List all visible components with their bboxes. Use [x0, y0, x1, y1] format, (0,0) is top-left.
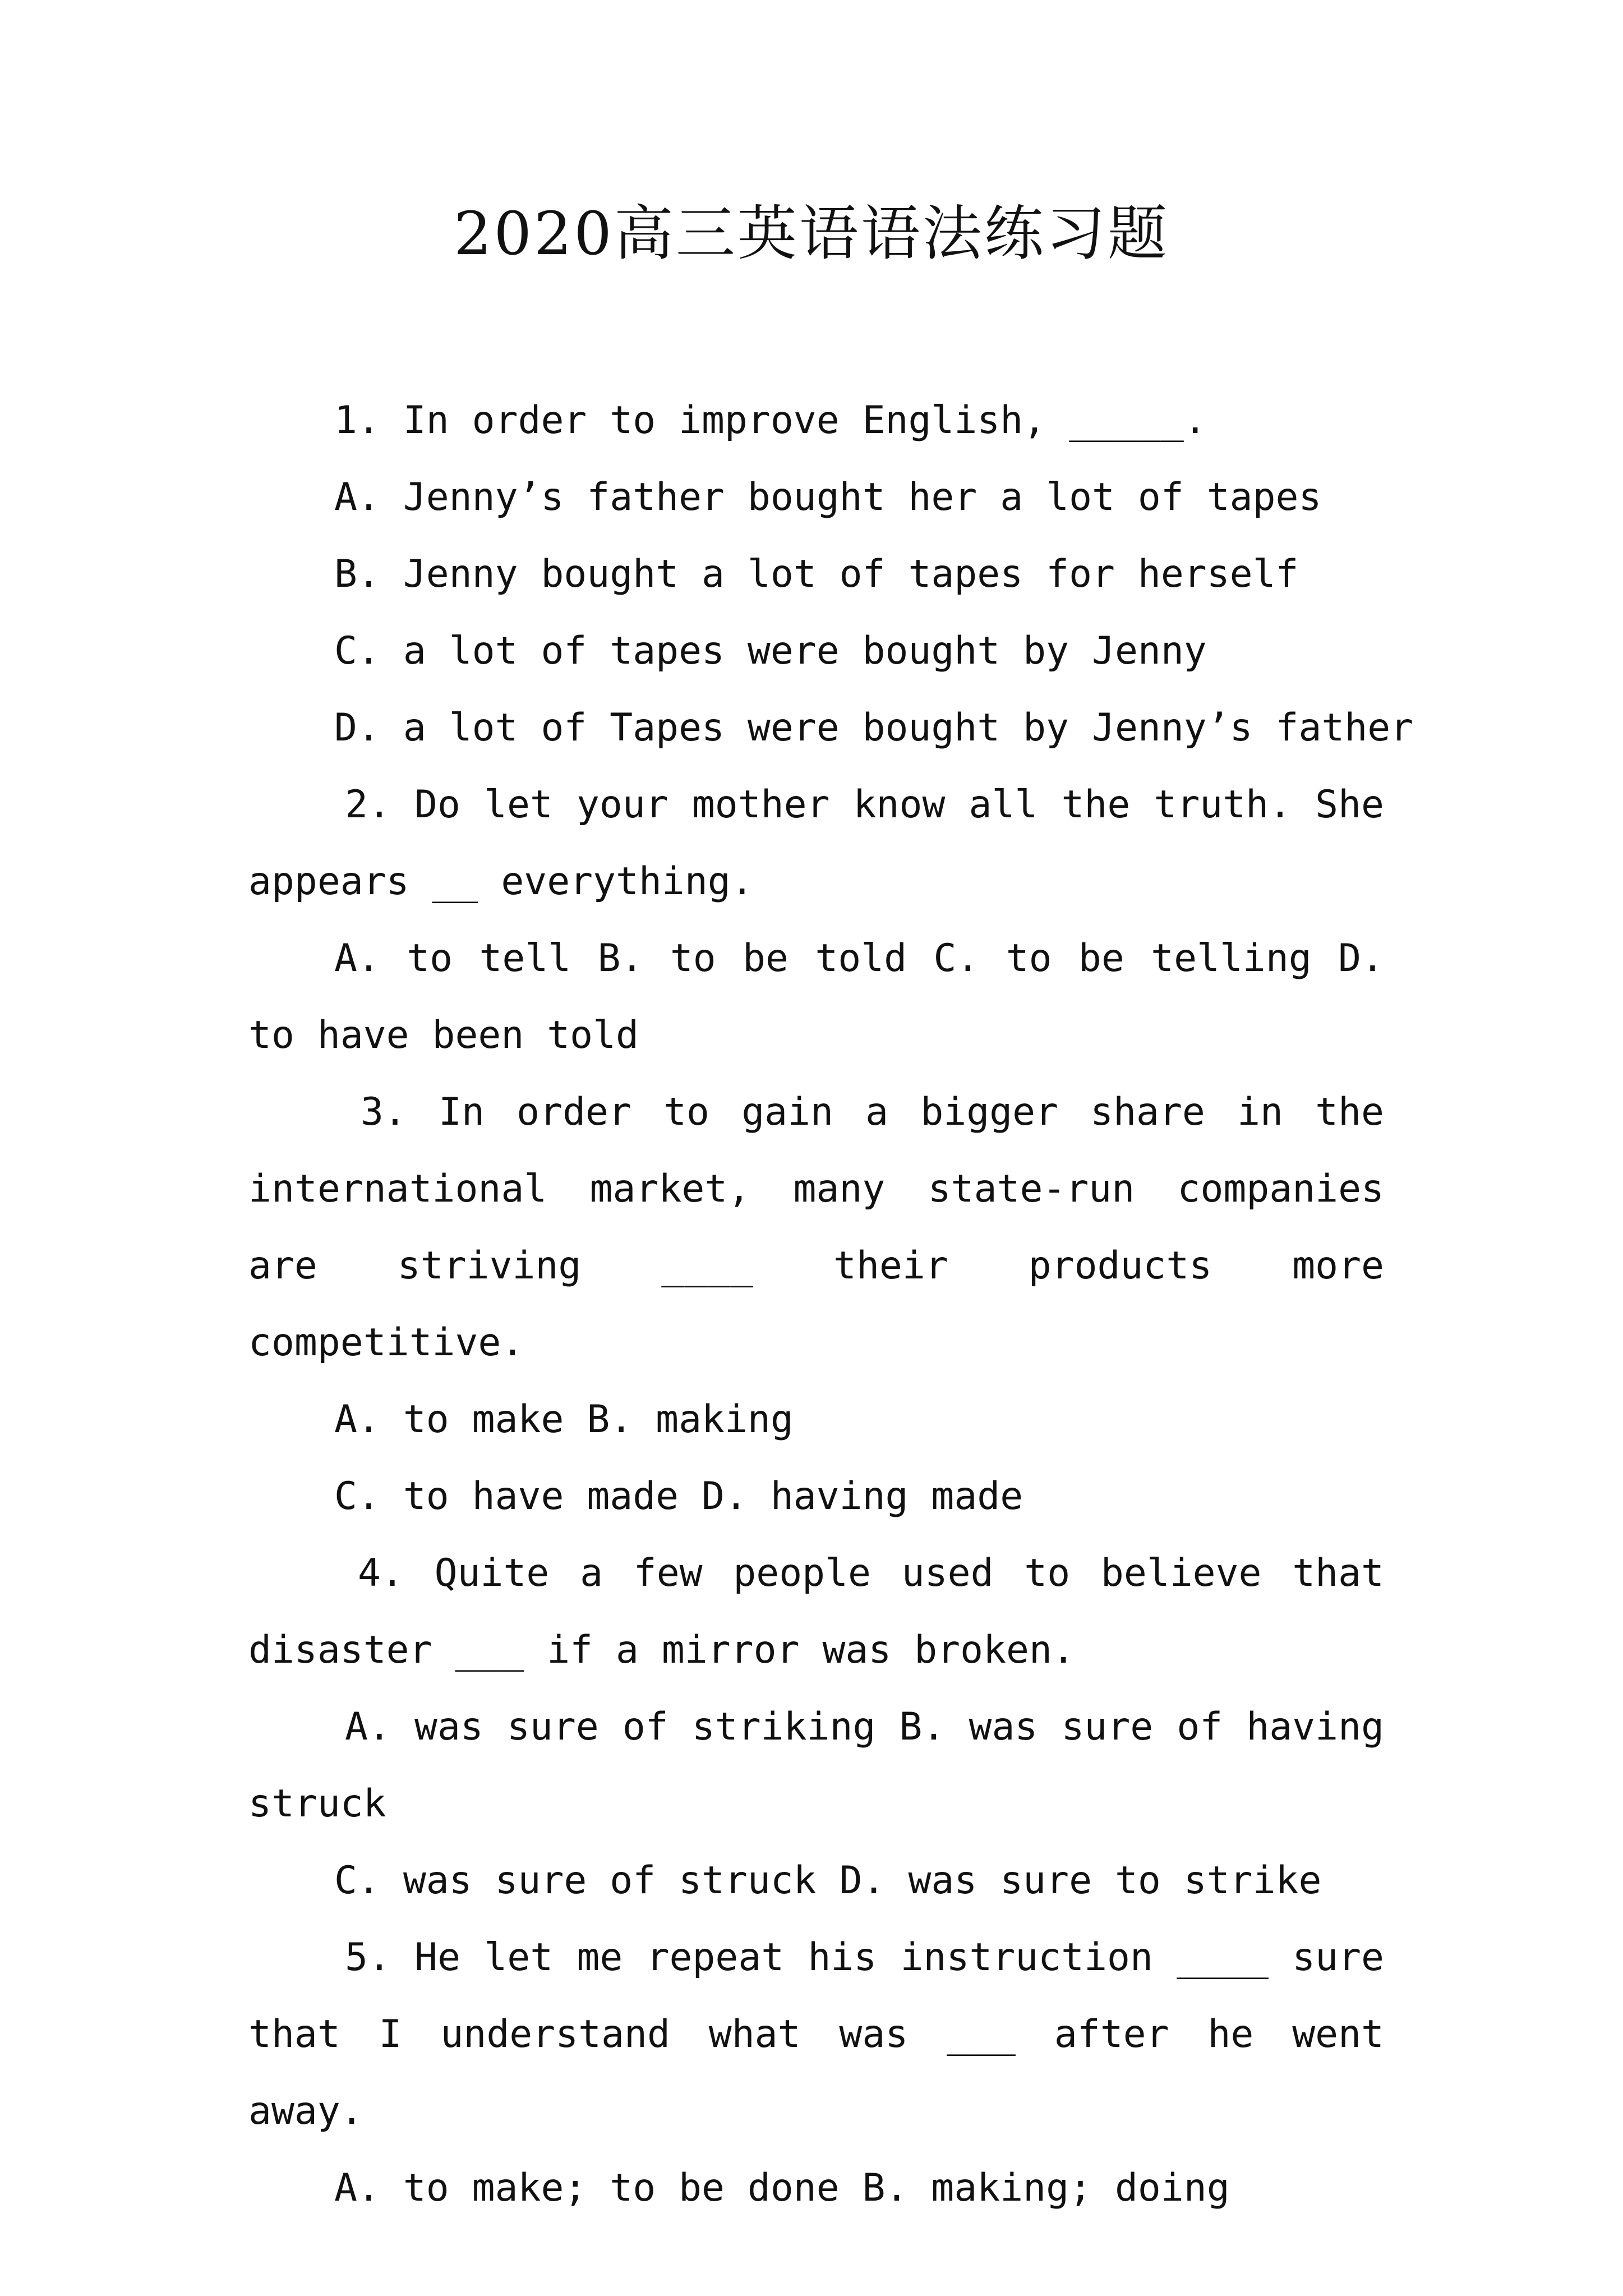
question-2-options: A. to tell B. to be told C. to be telling D. to have been told: [248, 936, 1384, 1057]
question-3-options-cd: C. to have made D. having made: [334, 1474, 1023, 1519]
question-1-option-d: D. a lot of Tapes were bought by Jenny’s father: [334, 706, 1414, 750]
question-1-option-c: C. a lot of tapes were bought by Jenny: [334, 629, 1207, 673]
question-3-options-ab: A. to make B. making: [334, 1397, 794, 1442]
question-5: 5. He let me repeat his instruction ____ sure that I understand what was ___ after he went away.: [248, 1935, 1384, 2133]
question-5-options-ab: A. to make; to be done B. making; doing: [334, 2166, 1230, 2210]
question-1-option-a: A. Jenny’s father bought her a lot of tapes: [334, 475, 1322, 519]
question-1: 1. In order to improve English, _____.: [334, 398, 1207, 443]
document-title: 2020高三英语语法练习题: [454, 199, 1169, 268]
question-1-option-b: B. Jenny bought a lot of tapes for herself: [334, 552, 1299, 596]
question-2: 2. Do let your mother know all the truth. She appears __ everything.: [248, 783, 1384, 904]
question-3: 3. In order to gain a bigger share in the international market, many state-run companies are striving ____ their products more competitive.: [248, 1090, 1384, 1365]
question-4-options-ab: A. was sure of striking B. was sure of having struck: [248, 1705, 1384, 1826]
question-4-options-cd: C. was sure of struck D. was sure to strike: [334, 1858, 1322, 1903]
question-4: 4. Quite a few people used to believe that disaster ___ if a mirror was broken.: [248, 1551, 1384, 1672]
exercise-body: [248, 382, 1414, 2226]
